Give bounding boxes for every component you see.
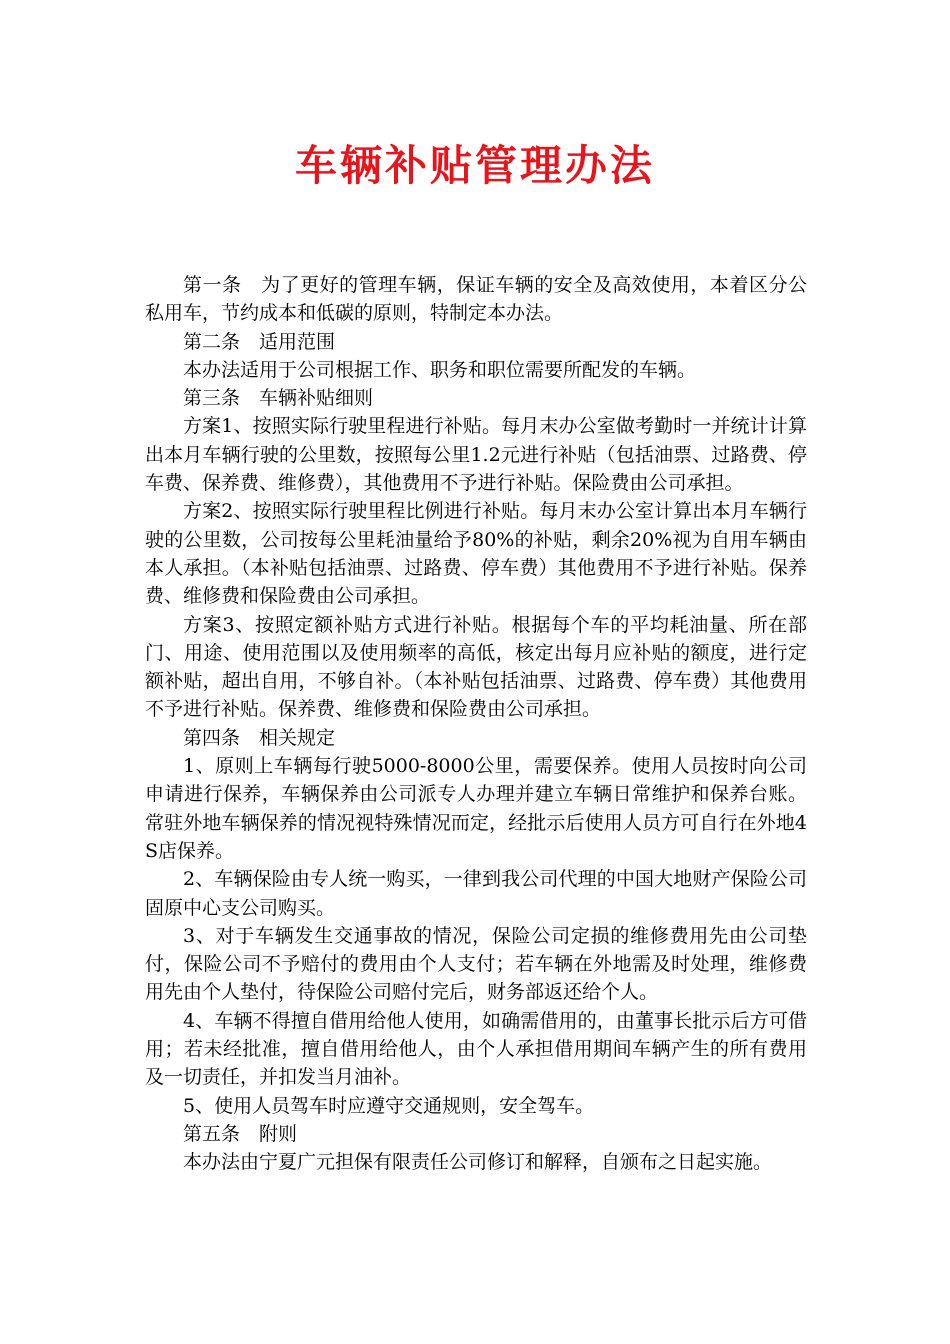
rule-1-paragraph: 1、原则上车辆每行驶5000-8000公里，需要保养。使用人员按时向公司申请进行保养，车辆保养由公司派专人办理并建立车辆日常维护和保养台账。常驻外地车辆保养的情况视特殊情况而定，经批示后使用人员方可自行在外地4S店保养。 xyxy=(145,755,807,862)
article-1-paragraph: 第一条 为了更好的管理车辆，保证车辆的安全及高效使用，本着区分公私用车，节约成本和低碳的原则，特制定本办法。 xyxy=(145,274,807,325)
article-3-heading: 第三条 车辆补贴细则 xyxy=(183,387,374,410)
rule-5-paragraph: 5、使用人员驾车时应遵守交通规则，安全驾车。 xyxy=(183,1094,595,1117)
article-4-heading: 第四条 相关规定 xyxy=(183,726,336,749)
article-5-paragraph: 本办法由宁夏广元担保有限责任公司修订和解释，自颁布之日起实施。 xyxy=(183,1151,773,1174)
rule-2-paragraph: 2、车辆保险由专人统一购买，一律到我公司代理的中国大地财产保险公司固原中心支公司购买。 xyxy=(145,868,807,919)
rule-4-paragraph: 4、车辆不得擅自借用给他人使用，如确需借用的，由董事长批示后方可借用；若未经批准，擅自借用给他人，由个人承担借用期间车辆产生的所有费用及一切责任，并扣发当月油补。 xyxy=(145,1009,807,1089)
document-title: 车辆补贴管理办法 xyxy=(294,141,655,190)
rule-3-paragraph: 3、对于车辆发生交通事故的情况，保险公司定损的维修费用先由公司垫付，保险公司不予赔付的费用由个人支付；若车辆在外地需及时处理，维修费用先由个人垫付，待保险公司赔付完后，财务部返还给个人。 xyxy=(145,924,807,1004)
plan-3-paragraph: 方案3、按照定额补贴方式进行补贴。根据每个车的平均耗油量、所在部门、用途、使用范围以及使用频率的高低，核定出每月应补贴的额度，进行定额补贴，超出自用，不够自补。（本补贴包括油票、过路费、停车费）其他费用不予进行补贴。保养费、维修费和保险费由公司承担。 xyxy=(145,613,807,721)
article-2-paragraph: 本办法适用于公司根据工作、职务和职位需要所配发的车辆。 xyxy=(183,358,697,381)
article-5-heading: 第五条 附则 xyxy=(183,1122,298,1145)
plan-1-paragraph: 方案1、按照实际行驶里程进行补贴。每月末办公室做考勤时一并统计计算出本月车辆行驶的公里数，按照每公里1.2元进行补贴（包括油票、过路费、停车费、保养费、维修费），其他费用不予进行补贴。保险费由公司承担。 xyxy=(145,415,807,495)
plan-2-paragraph: 方案2、按照实际行驶里程比例进行补贴。每月末办公室计算出本月车辆行驶的公里数，公司按每公里耗油量给予80%的补贴，剩余20%视为自用车辆由本人承担。（本补贴包括油票、过路费、停车费）其他费用不予进行补贴。保养费、维修费和保险费由公司承担。 xyxy=(145,500,807,608)
document-body xyxy=(145,271,807,1177)
article-2-heading: 第二条 适用范围 xyxy=(183,330,336,353)
